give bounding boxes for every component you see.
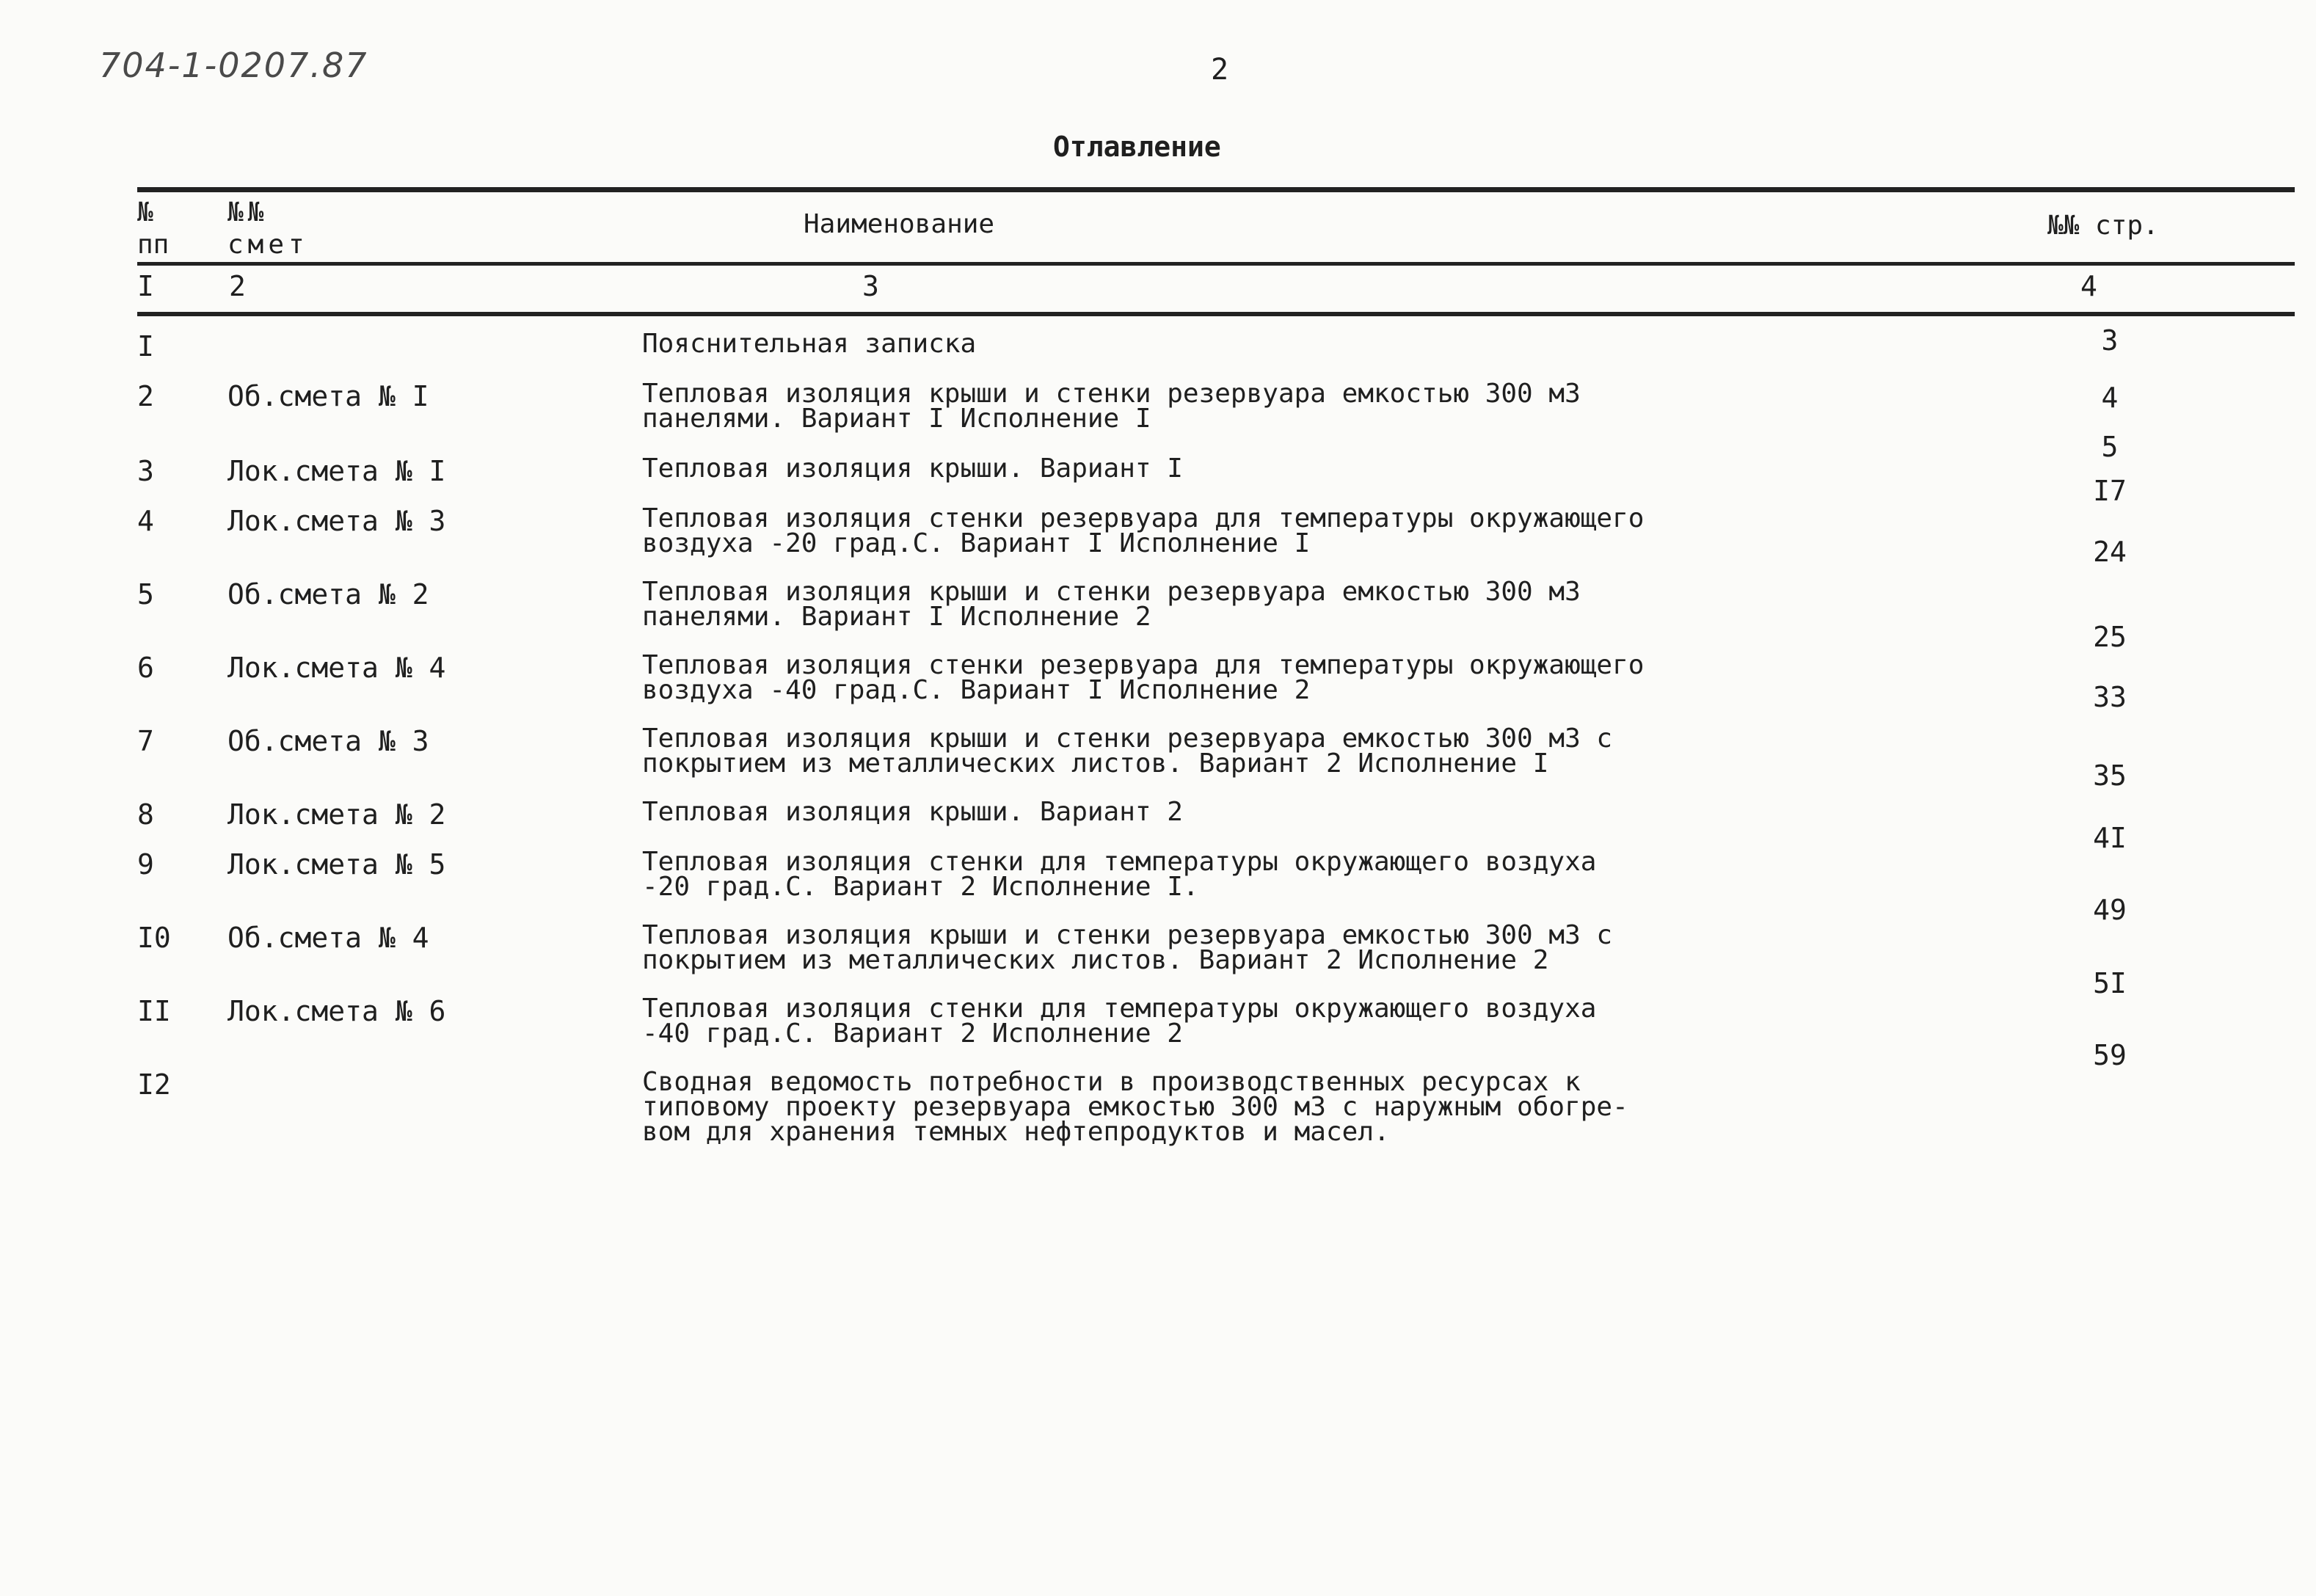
row-title-line: Тепловая изоляция стенки резервуара для температуры окружающего bbox=[642, 503, 1645, 533]
page-ref: 24 bbox=[2093, 536, 2127, 568]
row-title bbox=[642, 724, 1613, 779]
column-index-2: 2 bbox=[229, 270, 246, 302]
doc-code: 704-1-0207.87 bbox=[99, 45, 368, 85]
column-index-1: I bbox=[137, 270, 154, 302]
row-title-line: -40 град.С. Вариант 2 Исполнение 2 bbox=[642, 1019, 1183, 1049]
toc-title: Отлавление bbox=[1053, 131, 1221, 163]
row-number: 7 bbox=[137, 725, 154, 757]
table-rule-mid bbox=[137, 262, 2295, 266]
column-index-4: 4 bbox=[2080, 270, 2097, 302]
header-num-line1: № bbox=[137, 197, 153, 227]
row-title bbox=[642, 329, 977, 359]
row-number: 4 bbox=[137, 505, 154, 537]
page-ref: I7 bbox=[2093, 475, 2127, 507]
page-ref: 4I bbox=[2093, 822, 2127, 854]
row-estimate: Лок.смета № I bbox=[227, 455, 446, 487]
row-estimate: Лок.смета № 3 bbox=[227, 505, 446, 537]
page-ref: 4 bbox=[2101, 382, 2119, 414]
row-title-line: Тепловая изоляция крыши и стенки резервуара емкостью 300 м3 bbox=[642, 577, 1581, 607]
row-estimate: Лок.смета № 4 bbox=[227, 652, 446, 684]
row-title-line: воздуха -40 град.С. Вариант I Исполнение 2 bbox=[642, 675, 1311, 705]
row-title-line: Тепловая изоляция стенки резервуара для температуры окружающего bbox=[642, 650, 1645, 680]
row-title bbox=[642, 379, 1581, 434]
row-title-line: Тепловая изоляция стенки для температуры окружающего воздуха bbox=[642, 847, 1597, 877]
header-estimate bbox=[227, 197, 309, 261]
row-title-line: Тепловая изоляция крыши и стенки резервуара емкостью 300 м3 bbox=[642, 379, 1581, 409]
row-title-line: Пояснительная записка bbox=[642, 329, 977, 359]
row-title-line: Тепловая изоляция крыши и стенки резервуара емкостью 300 м3 с bbox=[642, 724, 1613, 754]
header-estimate-line2: смет bbox=[227, 230, 309, 260]
row-title-line: типовому проекту резервуара емкостью 300 м3 с наружным обогре- bbox=[642, 1092, 1628, 1122]
row-title-line: Тепловая изоляция крыши. Вариант 2 bbox=[642, 797, 1183, 827]
row-estimate: Лок.смета № 5 bbox=[227, 848, 446, 881]
page-ref: 33 bbox=[2093, 681, 2127, 713]
row-title-line: Тепловая изоляция крыши и стенки резервуара емкостью 300 м3 с bbox=[642, 920, 1613, 950]
row-title bbox=[642, 847, 1597, 902]
page-ref: 5I bbox=[2093, 967, 2127, 999]
row-title bbox=[642, 577, 1581, 632]
row-title bbox=[642, 453, 1183, 484]
row-title bbox=[642, 503, 1645, 558]
row-title-line: вом для хранения темных нефтепродуктов и масел. bbox=[642, 1117, 1390, 1147]
row-number: I0 bbox=[137, 922, 171, 954]
header-estimate-line1: №№ bbox=[227, 197, 269, 227]
row-title bbox=[642, 1067, 1628, 1147]
row-number: II bbox=[137, 995, 171, 1027]
page-ref: 5 bbox=[2101, 431, 2119, 463]
page-ref: 49 bbox=[2093, 894, 2127, 926]
header-pages: №№ стр. bbox=[2047, 211, 2159, 241]
row-title-line: -20 град.С. Вариант 2 Исполнение I. bbox=[642, 872, 1199, 902]
row-estimate: Об.смета № 4 bbox=[227, 922, 429, 954]
table-rule-low bbox=[137, 312, 2295, 316]
row-title-line: панелями. Вариант I Исполнение 2 bbox=[642, 602, 1151, 632]
row-title bbox=[642, 797, 1183, 827]
row-estimate: Лок.смета № 6 bbox=[227, 995, 446, 1027]
row-number: 6 bbox=[137, 652, 154, 684]
table-rule-top bbox=[137, 187, 2295, 192]
page-number: 2 bbox=[1211, 53, 1229, 87]
row-number: I2 bbox=[137, 1068, 171, 1101]
page-ref: 59 bbox=[2093, 1039, 2127, 1071]
row-estimate: Лок.смета № 2 bbox=[227, 798, 446, 831]
row-title-line: покрытием из металлических листов. Вариант 2 Исполнение I bbox=[642, 748, 1549, 779]
row-title bbox=[642, 994, 1597, 1049]
header-num bbox=[137, 197, 189, 261]
row-number: 9 bbox=[137, 848, 154, 881]
row-title-line: покрытием из металлических листов. Вариант 2 Исполнение 2 bbox=[642, 945, 1549, 975]
header-name: Наименование bbox=[804, 209, 995, 239]
row-estimate: Об.смета № 2 bbox=[227, 578, 429, 611]
row-estimate: Об.смета № I bbox=[227, 380, 429, 412]
row-title bbox=[642, 650, 1645, 705]
row-number: 5 bbox=[137, 578, 154, 611]
row-number: 3 bbox=[137, 455, 154, 487]
page-ref: 35 bbox=[2093, 759, 2127, 792]
row-title-line: воздуха -20 град.С. Вариант I Исполнение I bbox=[642, 528, 1311, 558]
header-num-line2: пп bbox=[137, 230, 170, 260]
row-title bbox=[642, 920, 1613, 975]
page-ref: 3 bbox=[2101, 324, 2119, 357]
page-ref: 25 bbox=[2093, 621, 2127, 653]
row-title-line: Сводная ведомость потребности в производственных ресурсах к bbox=[642, 1067, 1581, 1097]
row-title-line: панелями. Вариант I Исполнение I bbox=[642, 404, 1151, 434]
row-title-line: Тепловая изоляция стенки для температуры окружающего воздуха bbox=[642, 994, 1597, 1024]
row-number: 2 bbox=[137, 380, 154, 412]
row-number: I bbox=[137, 330, 154, 362]
row-estimate: Об.смета № 3 bbox=[227, 725, 429, 757]
column-index-3: 3 bbox=[862, 270, 879, 302]
row-title-line: Тепловая изоляция крыши. Вариант I bbox=[642, 453, 1183, 484]
row-number: 8 bbox=[137, 798, 154, 831]
